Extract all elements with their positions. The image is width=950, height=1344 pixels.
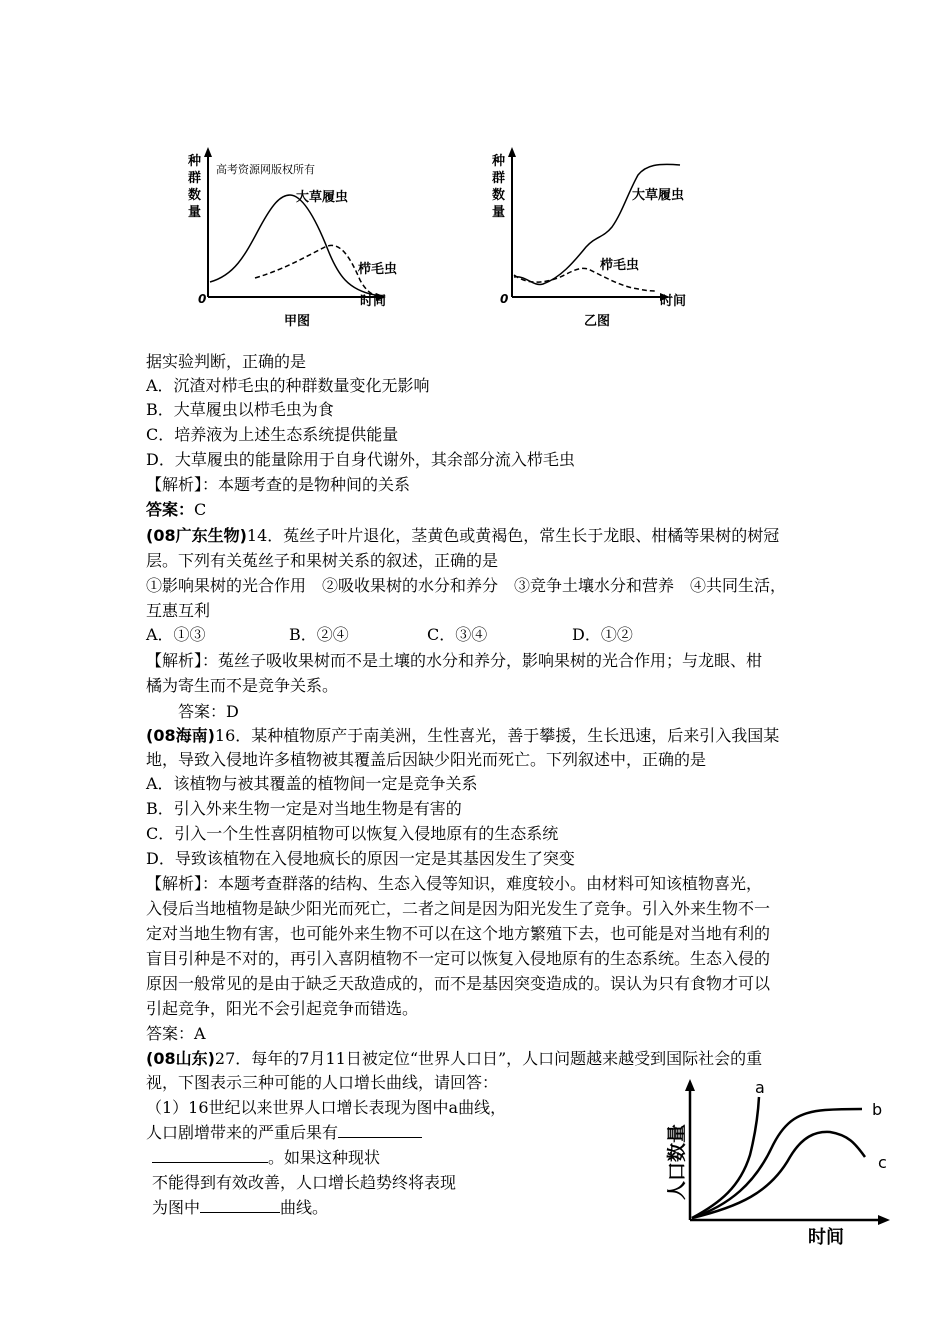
q1-stem: 据实验判断，正确的是 (146, 352, 307, 371)
q4-sub1-3-text: 。如果这种现状 (268, 1148, 381, 1167)
x-axis-arrow (878, 1215, 890, 1225)
q3-option-c: C．引入一个生性喜阴植物可以恢复入侵地原有的生态系统 (146, 824, 559, 843)
answer-blank-3[interactable] (200, 1196, 280, 1213)
q4-sub1-5-before: 为图中 (152, 1198, 201, 1217)
q1-option-d: D．大草履虫的能量除用于自身代谢外，其余部分流入栉毛虫 (146, 450, 575, 469)
y-label-4: 量 (492, 205, 506, 220)
q3-option-a: A．该植物与被其覆盖的植物间一定是竞争关系 (146, 774, 478, 793)
figure-population-chart (660, 1075, 900, 1250)
q2-option-d: D．①② (572, 625, 633, 644)
q3-analysis-1: 【解析】：本题考查群落的结构、生态入侵等知识，难度较小。由材料可知该植物喜光， (146, 874, 763, 893)
q3-source: (08海南) (146, 726, 215, 745)
origin-label: 0 (500, 292, 509, 306)
q2-stem-2: 层。下列有关菟丝子和果树关系的叙述，正确的是 (146, 551, 499, 570)
origin-label: 0 (198, 292, 207, 306)
q3-analysis-2: 入侵后当地植物是缺少阳光而死亡，二者之间是因为阳光发生了竞争。引入外来生物不一 (146, 899, 771, 918)
q4-sub1-1: （1）16世纪以来世界人口增长表现为图中a曲线， (146, 1098, 507, 1117)
q4-number: 27． (214, 1049, 252, 1068)
curve-c (692, 1132, 865, 1218)
curve-a (692, 1097, 759, 1218)
q4-sub1-5-after: 曲线。 (280, 1198, 329, 1217)
q3-analysis-3: 定对当地生物有害，也可能外来生物不可以在这个地方繁殖下去，也可能是对当地有利的 (146, 924, 771, 943)
y-label-1: 种 (188, 154, 202, 169)
y-label-4: 量 (188, 205, 202, 220)
watermark: 高考资源网版权所有 (216, 163, 315, 176)
answer-blank-1[interactable] (338, 1121, 422, 1138)
q1-option-c: C．培养液为上述生态系统提供能量 (146, 425, 399, 444)
curve-label-didinium: 栉毛虫 (358, 262, 398, 277)
y-label-2: 群 (188, 171, 202, 186)
q3-number: 16． (214, 726, 252, 745)
q4-stem-1 (146, 1047, 762, 1071)
figure-jia-chart (180, 145, 400, 335)
x-label: 时间 (660, 294, 687, 309)
q2-option-a: A．①③ (146, 625, 206, 644)
y-label-3: 数 (188, 188, 202, 203)
q4-sub1-4: 不能得到有效改善，人口增长趋势终将表现 (152, 1173, 457, 1192)
y-label-1: 种 (492, 154, 506, 169)
q2-option-c: C．③④ (427, 625, 488, 644)
q3-analysis-4: 盲目引种是不对的，再引入喜阴植物不一定可以恢复入侵地原有的生态系统。生态入侵的 (146, 949, 771, 968)
figure-yi-chart (488, 145, 708, 335)
q2-option-b: B．②④ (289, 625, 349, 644)
x-label: 时间 (808, 1227, 844, 1248)
caption: 甲图 (284, 314, 311, 329)
q3-stem-2: 地，导致入侵地许多植物被其覆盖后因缺少阳光而死亡。下列叙述中，正确的是 (146, 750, 707, 769)
q2-number: 14． (246, 526, 284, 545)
figure-population (660, 1075, 900, 1250)
q1-answer-label: 答案： (146, 500, 195, 519)
y-axis-arrow (508, 147, 516, 157)
q2-source: (08广东生物) (146, 526, 247, 545)
q3-option-d: D．导致该植物在入侵地疯长的原因一定是其基因发生了突变 (146, 849, 575, 868)
y-label-2: 群 (492, 171, 506, 186)
y-axis-arrow (685, 1079, 695, 1091)
q2-analysis-2: 橘为寄生而不是竞争关系。 (146, 676, 339, 695)
curve-c-label: c (878, 1153, 887, 1172)
q4-sub1-2-text: 人口剧增带来的严重后果有 (146, 1123, 339, 1142)
q4-sub1-2 (146, 1121, 422, 1145)
q2-stem-1 (146, 524, 779, 548)
q1-option-a: A．沉渣对栉毛虫的种群数量变化无影响 (146, 376, 430, 395)
curve-label-paramecium: 大草履虫 (632, 188, 685, 203)
y-label: 人口数量 (666, 1123, 688, 1200)
curve-b-label: b (872, 1100, 883, 1119)
q3-answer: 答案：A (146, 1024, 206, 1043)
q4-stem-text: 每年的7月11日被定位“世界人口日”，人口问题越来越受到国际社会的重 (251, 1049, 763, 1068)
q2-items-1: ①影响果树的光合作用 ②吸收果树的水分和养分 ③竞争土壤水分和营养 ④共同生活， (146, 576, 787, 595)
q3-analysis-6: 引起竞争，阳光不会引起竞争而错选。 (146, 999, 419, 1018)
paramecium-curve (210, 195, 375, 295)
paramecium-curve (514, 164, 680, 284)
q1-answer-value: C (194, 500, 207, 519)
q1-analysis: 【解析】：本题考查的是物种间的关系 (146, 475, 411, 494)
q4-source: (08山东) (146, 1049, 215, 1068)
y-label-3: 数 (492, 188, 506, 203)
figure-yi (488, 145, 708, 335)
q4-sub1-5 (152, 1196, 328, 1220)
q4-stem-2: 视，下图表示三种可能的人口增长曲线，请回答： (146, 1073, 499, 1092)
answer-blank-2[interactable] (152, 1146, 268, 1163)
q3-option-b: B．引入外来生物一定是对当地生物是有害的 (146, 799, 462, 818)
q1-option-b: B．大草履虫以栉毛虫为食 (146, 400, 334, 419)
q2-answer: 答案：D (178, 702, 239, 721)
curve-a-label: a (755, 1078, 765, 1097)
q2-items-2: 互惠互利 (146, 601, 211, 620)
curve-label-didinium: 栉毛虫 (600, 258, 640, 273)
q2-analysis-1: 【解析】：菟丝子吸收果树而不是土壤的水分和养分，影响果树的光合作用；与龙眼、柑 (146, 651, 763, 670)
curve-label-paramecium: 大草履虫 (296, 190, 349, 205)
q2-stem-text: 菟丝子叶片退化，茎黄色或黄褐色，常生长于龙眼、柑橘等果树的树冠 (283, 526, 780, 545)
q1-answer (146, 498, 206, 522)
figure-jia (180, 145, 400, 335)
x-label: 时间 (360, 294, 387, 309)
caption: 乙图 (584, 314, 611, 329)
y-axis-arrow (204, 147, 212, 157)
q3-stem-1 (146, 724, 779, 748)
q4-sub1-3 (152, 1146, 380, 1170)
q3-stem-text: 某种植物原产于南美洲，生性喜光，善于攀援，生长迅速，后来引入我国某 (251, 726, 780, 745)
q3-analysis-5: 原因一般常见的是由于缺乏天敌造成的，而不是基因突变造成的。误认为只有食物才可以 (146, 974, 771, 993)
